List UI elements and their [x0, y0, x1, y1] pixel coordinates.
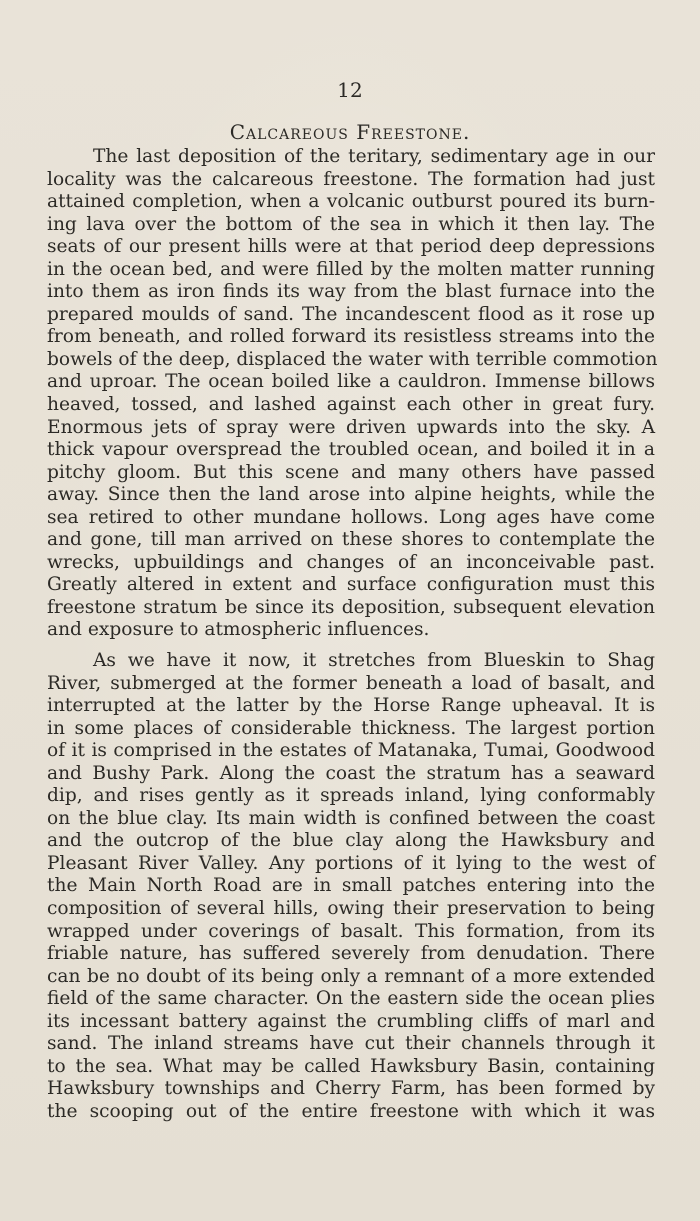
text-line: of it is comprised in the estates of Matanaka, Tumai, Goodwood: [47, 740, 655, 762]
text-line: on the blue clay. Its main width is confined between the coast: [47, 807, 655, 829]
paragraph-2: [47, 650, 655, 1123]
text-line: pitchy gloom. But this scene and many others have passed: [47, 461, 655, 483]
text-line: Enormous jets of spray were driven upwards into the sky. A: [47, 416, 655, 438]
text-line: River, submerged at the former beneath a load of basalt, and: [47, 672, 655, 694]
text-line: friable nature, has suffered severely from denudation. There: [47, 943, 655, 965]
text-line: wrapped under coverings of basalt. This formation, from its: [47, 920, 655, 942]
text-line: and uproar. The ocean boiled like a cauldron. Immense billows: [47, 371, 655, 393]
text-line: ing lava over the bottom of the sea in which it then lay. The: [47, 213, 655, 235]
text-line: and gone, till man arrived on these shores to contemplate the: [47, 529, 655, 551]
text-line: sea retired to other mundane hollows. Long ages have come: [47, 506, 655, 528]
text-line: heaved, tossed, and lashed against each other in great fury.: [47, 394, 655, 416]
text-line: can be no doubt of its being only a remnant of a more extended: [47, 965, 655, 987]
text-line: in the ocean bed, and were filled by the molten matter running: [47, 258, 655, 280]
text-line: sand. The inland streams have cut their channels through it: [47, 1033, 655, 1055]
text-line: dip, and rises gently as it spreads inland, lying conformably: [47, 785, 655, 807]
section-title: Calcareous Freestone.: [229, 120, 471, 144]
text-line: interrupted at the latter by the Horse Range upheaval. It is: [47, 695, 655, 717]
text-line: Greatly altered in extent and surface configuration must this: [47, 574, 655, 596]
text-line: the Main North Road are in small patches entering into the: [47, 875, 655, 897]
text-line: bowels of the deep, displaced the water with terrible commotion: [47, 348, 658, 370]
text-line: locality was the calcareous freestone. The formation had just: [47, 168, 655, 190]
text-line: the scooping out of the entire freestone with which it was: [47, 1100, 655, 1122]
text-line: seats of our present hills were at that period deep depressions: [47, 236, 655, 258]
text-line: prepared moulds of sand. The incandescent flood as it rose up: [47, 303, 655, 325]
text-line: to the sea. What may be called Hawksbury Basin, containing: [47, 1055, 655, 1077]
page-number: 12: [337, 78, 363, 102]
paragraph-1: [47, 146, 658, 642]
text-line: Pleasant River Valley. Any portions of it lying to the west of: [47, 852, 655, 874]
text-line: attained completion, when a volcanic outburst poured its burn-: [47, 191, 655, 213]
text-line: into them as iron finds its way from the blast furnace into the: [47, 281, 655, 303]
text-line: and the outcrop of the blue clay along the Hawksbury and: [47, 830, 655, 852]
text-line: freestone stratum be since its deposition, subsequent elevation: [47, 596, 655, 618]
text-line: its incessant battery against the crumbling cliffs of marl and: [47, 1010, 655, 1032]
text-line: Hawksbury townships and Cherry Farm, has been formed by: [47, 1078, 655, 1100]
text-line: from beneath, and rolled forward its resistless streams into the: [47, 326, 655, 348]
text-line: and exposure to atmospheric influences.: [47, 619, 430, 641]
text-line: field of the same character. On the eastern side the ocean plies: [47, 988, 655, 1010]
text-line: As we have it now, it stretches from Blueskin to Shag: [93, 650, 655, 671]
text-line: and Bushy Park. Along the coast the stratum has a seaward: [47, 762, 655, 784]
text-line: away. Since then the land arose into alpine heights, while the: [47, 484, 655, 506]
text-line: thick vapour overspread the troubled ocean, and boiled it in a: [47, 439, 655, 461]
text-line: in some places of considerable thickness. The largest portion: [47, 717, 655, 739]
text-line: wrecks, upbuildings and changes of an inconceivable past.: [47, 551, 655, 573]
text-line: The last deposition of the teritary, sedimentary age in our: [93, 146, 655, 167]
text-line: composition of several hills, owing their preservation to being: [47, 898, 655, 920]
